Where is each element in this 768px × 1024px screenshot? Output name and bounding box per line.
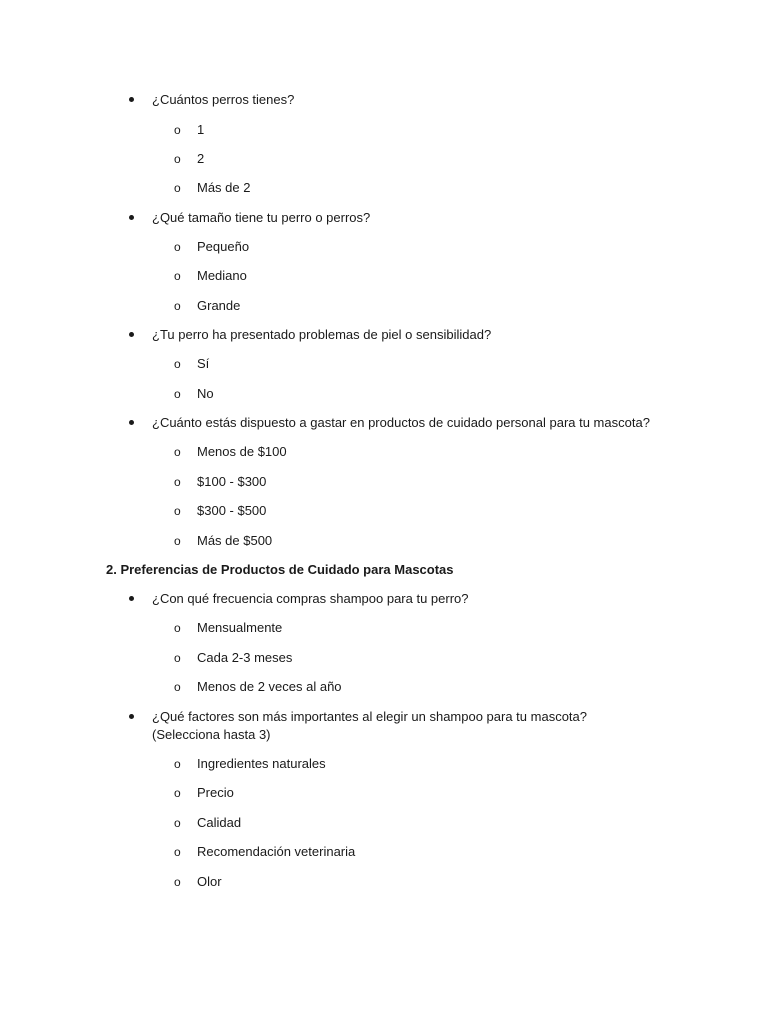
option-marker: o [174,816,181,830]
option-marker: o [174,475,181,489]
option-item: No [197,386,214,401]
option-item: Pequeño [197,239,250,254]
option-marker: o [174,504,181,518]
option-marker: o [174,357,181,371]
bullet-icon [129,714,134,719]
option-marker: o [174,445,181,459]
option-item: Más de $500 [197,533,273,548]
option-marker: o [174,651,181,665]
question-text: ¿Cuánto estás dispuesto a gastar en productos de cuidado personal para tu mascota? [152,415,650,430]
option-marker: o [174,269,181,283]
option-marker: o [174,181,181,195]
option-item: Menos de $100 [197,444,287,459]
option-marker: o [174,621,181,635]
option-marker: o [174,240,181,254]
option-item: Olor [197,874,222,889]
question-text: ¿Con qué frecuencia compras shampoo para tu perro? [152,591,469,606]
bullet-icon [129,215,134,220]
option-marker: o [174,680,181,694]
option-item: Ingredientes naturales [197,756,326,771]
option-marker: o [174,875,181,889]
option-marker: o [174,123,181,137]
option-marker: o [174,786,181,800]
option-item: 2 [197,151,205,166]
question-text: ¿Tu perro ha presentado problemas de piel o sensibilidad? [152,327,492,342]
option-item: 1 [197,122,205,137]
option-item: Precio [197,785,234,800]
section-heading: 2. Preferencias de Productos de Cuidado para Mascotas [106,562,454,577]
option-item: Recomendación veterinaria [197,844,356,859]
option-item: Calidad [197,815,242,830]
option-item: Mediano [197,268,247,283]
bullet-icon [129,596,134,601]
question-text: ¿Qué factores son más importantes al elegir un shampoo para tu mascota? (Selecciona hasta 3) [152,709,587,742]
option-item: $300 - $500 [197,503,267,518]
option-item: Menos de 2 veces al año [197,679,342,694]
option-marker: o [174,152,181,166]
option-item: Más de 2 [197,180,251,195]
option-item: Mensualmente [197,620,283,635]
option-item: Sí [197,356,210,371]
question-text: ¿Cuántos perros tienes? [152,92,295,107]
bullet-icon [129,97,134,102]
option-marker: o [174,757,181,771]
option-marker: o [174,534,181,548]
bullet-icon [129,332,134,337]
question-text: ¿Qué tamaño tiene tu perro o perros? [152,210,371,225]
option-marker: o [174,845,181,859]
option-marker: o [174,299,181,313]
option-item: Grande [197,298,241,313]
option-marker: o [174,387,181,401]
bullet-icon [129,420,134,425]
option-item: $100 - $300 [197,474,267,489]
option-item: Cada 2-3 meses [197,650,293,665]
